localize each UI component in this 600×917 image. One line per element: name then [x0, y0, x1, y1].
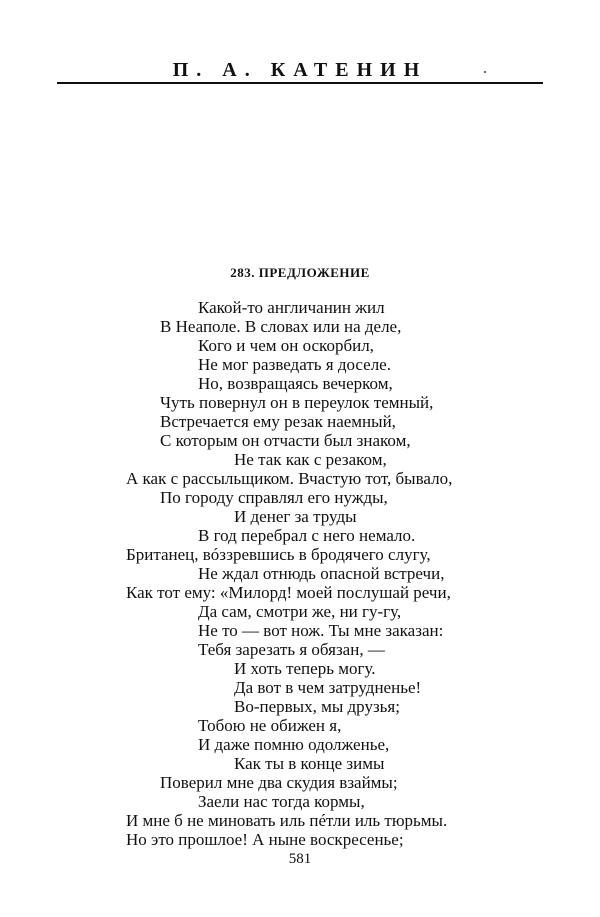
poem-line: Тобою не обижен я, [198, 716, 342, 735]
poem-line: Не мог разведать я доселе. [198, 355, 391, 374]
print-speck [484, 71, 486, 73]
header-rule [57, 82, 543, 84]
poem-line: Во-первых, мы друзья; [234, 697, 400, 716]
poem-line: Не ждал отнюдь опасной встречи, [198, 564, 445, 583]
poem-line: Чуть повернул он в переулок темный, [160, 393, 434, 412]
poem-line: Тебя зарезать я обязан, — [198, 640, 385, 659]
poem-line: Как тот ему: «Милорд! моей послушай речи, [126, 583, 451, 602]
poem-line: С которым он отчасти был знаком, [160, 431, 411, 450]
poem-line: Но, возвращаясь вечерком, [198, 374, 393, 393]
poem-line: Британец, вóззревшись в бродячего слугу, [126, 545, 431, 564]
running-head-author: П. А. КАТЕНИН [172, 59, 428, 81]
poem-line: Как ты в конце зимы [234, 754, 385, 773]
poem-line: По городу справлял его нужды, [160, 488, 388, 507]
poem-line: В Неаполе. В словах или на деле, [160, 317, 402, 336]
poem-line: И даже помню одолженье, [198, 735, 390, 754]
poem-title: 283. ПРЕДЛОЖЕНИЕ [230, 265, 370, 280]
poem-line: Встречается ему резак наемный, [160, 412, 396, 431]
poem-line: Не так как с резаком, [234, 450, 387, 469]
poem-line: Какой-то англичанин жил [198, 298, 385, 317]
poem-line: А как с рассыльщиком. Вчастую тот, бывало, [126, 469, 453, 488]
poem-line: Заели нас тогда кормы, [198, 792, 365, 811]
poem-line: Кого и чем он оскорбил, [198, 336, 374, 355]
poem-line: Поверил мне два скудия взаймы; [160, 773, 398, 792]
poem-line: В год перебрал с него немало. [198, 526, 416, 545]
poem-line: Но это прошлое! А ныне воскресенье; [126, 830, 404, 849]
poem-line: Да сам, смотри же, ни гу-гу, [198, 602, 402, 621]
poem-line: И хоть теперь могу. [234, 659, 376, 678]
page-number: 581 [288, 851, 312, 867]
poem-line: Не то — вот нож. Ты мне заказан: [198, 621, 444, 640]
poem-line: И мне б не миновать иль пéтли иль тюрьмы. [126, 811, 448, 830]
poem-line: Да вот в чем затрудненье! [234, 678, 422, 697]
poem-line: И денег за труды [234, 507, 357, 526]
